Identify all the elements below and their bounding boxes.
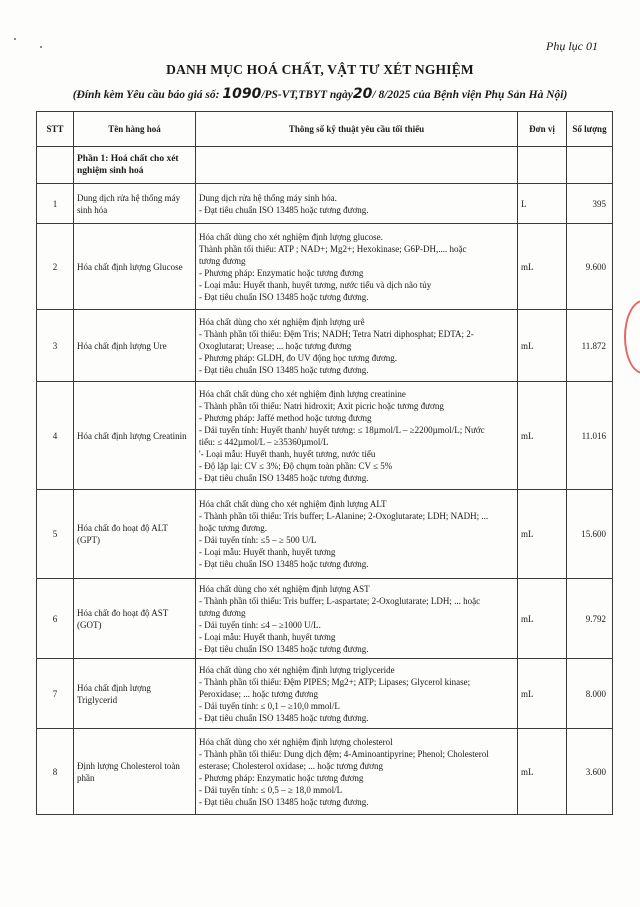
spec-line: - Đạt tiêu chuẩn ISO 13485 hoặc tương đương. bbox=[199, 472, 369, 483]
row-stt: 2 bbox=[37, 224, 74, 310]
document-title: DANH MỤC HOÁ CHẤT, VẬT TƯ XÉT NGHIỆM bbox=[166, 62, 474, 77]
spec-line: Hóa chất dùng cho xét nghiệm định lượng glucose. bbox=[199, 231, 383, 242]
row-stt: 6 bbox=[37, 579, 74, 659]
spec-line: - Thành phần tối thiểu: Tris buffer; L-aspartate; 2-Oxoglutarate; LDH; ... hoặc bbox=[199, 595, 481, 606]
spec-line: tương đương bbox=[199, 255, 246, 266]
table-row bbox=[37, 382, 613, 490]
row-name: Dung dịch rửa hệ thống máy sinh hóa bbox=[74, 184, 196, 224]
items-table bbox=[36, 111, 613, 815]
handwritten-day: 20 bbox=[352, 86, 373, 102]
col-header-unit: Đơn vị bbox=[518, 112, 567, 147]
row-unit: mL bbox=[518, 579, 567, 659]
row-qty: 3.600 bbox=[567, 729, 613, 815]
spec-line: - Đạt tiêu chuẩn ISO 13485 hoặc tương đương. bbox=[199, 291, 369, 302]
spec-line: - Loại mẫu: Huyết thanh, huyết tương, nước tiểu và dịch não tủy bbox=[199, 279, 432, 290]
spec-line: Oxoglutarat; Urease; ... hoặc tương đương bbox=[199, 340, 352, 351]
section-title: Phần 1: Hoá chất cho xét nghiệm sinh hoá bbox=[74, 147, 196, 184]
table-row bbox=[37, 184, 613, 224]
row-name: Hóa chất đo hoạt độ AST (GOT) bbox=[74, 579, 196, 659]
spec-line: - Thành phần tối thiểu: Dung dịch đệm; 4-Aminoantipyrine; Phenol; Cholesterol bbox=[199, 748, 489, 759]
scan-speck bbox=[40, 46, 42, 48]
spec-line: tương đương bbox=[199, 607, 246, 618]
row-spec bbox=[196, 224, 518, 310]
row-unit: mL bbox=[518, 224, 567, 310]
spec-line: Hóa chất dùng cho xét nghiệm định lượng AST bbox=[199, 583, 370, 594]
row-unit: mL bbox=[518, 310, 567, 382]
row-stt: 8 bbox=[37, 729, 74, 815]
spec-line: Hóa chất dùng cho xét nghiệm định lượng cholesterol bbox=[199, 736, 393, 747]
row-unit: L bbox=[518, 184, 567, 224]
row-unit: mL bbox=[518, 729, 567, 815]
spec-line: - Thành phần tối thiểu: Đệm Tris; NADH; Tetra Natri diphosphat; EDTA; 2- bbox=[199, 328, 474, 339]
row-spec bbox=[196, 184, 518, 224]
row-unit: mL bbox=[518, 490, 567, 579]
row-name: Hóa chất đo hoạt độ ALT (GPT) bbox=[74, 490, 196, 579]
row-name: Định lượng Cholesterol toàn phần bbox=[74, 729, 196, 815]
appendix-label: Phụ lục 01 bbox=[546, 39, 598, 53]
row-spec bbox=[196, 659, 518, 729]
row-name: Hóa chất định lượng Glucose bbox=[74, 224, 196, 310]
spec-line: - Dải tuyến tính: ≤5 – ≥ 500 U/L bbox=[199, 535, 317, 545]
spec-line: - Đạt tiêu chuẩn ISO 13485 hoặc tương đương. bbox=[199, 643, 369, 654]
table-row bbox=[37, 729, 613, 815]
col-header-qty: Số lượng bbox=[567, 112, 613, 147]
row-unit: mL bbox=[518, 659, 567, 729]
row-stt: 1 bbox=[37, 184, 74, 224]
col-header-name: Tên hàng hoá bbox=[74, 112, 196, 147]
subtitle-mid: /PS-VT,TBYT ngày bbox=[261, 89, 353, 101]
spec-line: Dung dịch rửa hệ thống máy sinh hóa. bbox=[199, 192, 337, 203]
red-seal-edge bbox=[624, 300, 640, 374]
spec-line: '- Loại mẫu: Huyết thanh, huyết tương, nước tiểu bbox=[199, 448, 376, 459]
spec-line: - Thành phần tối thiểu: Tris buffer; L-Alanine; 2-Oxoglutarate; LDH; NADH; ... bbox=[199, 511, 489, 521]
spec-line: - Loại mẫu: Huyết thanh, huyết tương bbox=[199, 547, 336, 557]
spec-line: - Phương pháp: Enzymatic hoặc tương đương bbox=[199, 772, 364, 783]
spec-line: - Đạt tiêu chuẩn ISO 13485 hoặc tương đương. bbox=[199, 364, 369, 375]
spec-line: - Thành phần tối thiểu: Natri hidroxit; Axit picric hoặc tương đương bbox=[199, 400, 444, 411]
row-stt: 3 bbox=[37, 310, 74, 382]
spec-line: hoặc tương đương. bbox=[199, 523, 268, 533]
row-spec bbox=[196, 490, 518, 579]
row-qty: 11.872 bbox=[567, 310, 613, 382]
handwritten-doc-number: 1090 bbox=[222, 86, 262, 102]
row-spec bbox=[196, 310, 518, 382]
subtitle-prefix: (Đính kèm Yêu cầu báo giá số: bbox=[72, 89, 223, 101]
spec-line: Thành phần tối thiểu: ATP ; NAD+; Mg2+; Hexokinase; G6P-DH,.... hoặc bbox=[199, 243, 467, 254]
spec-line: Hóa chất dùng cho xét nghiệm định lượng urê bbox=[199, 316, 365, 327]
row-spec bbox=[196, 382, 518, 490]
spec-line: tiểu: ≤ 442µmol/L – ≥35360µmol/L bbox=[199, 436, 329, 447]
row-qty: 395 bbox=[567, 184, 613, 224]
table-row bbox=[37, 579, 613, 659]
row-qty: 8.000 bbox=[567, 659, 613, 729]
spec-line: - Đạt tiêu chuẩn ISO 13485 hoặc tương đương. bbox=[199, 712, 369, 723]
scan-speck bbox=[14, 38, 16, 40]
spec-line: - Phương pháp: Enzymatic hoặc tương đương bbox=[199, 267, 364, 278]
spec-line: esterase; Cholesterol oxidase; ... hoặc tương đương bbox=[199, 760, 383, 771]
spec-line: - Dải tuyến tính: ≤ 0,5 – ≥ 18,0 mmol/L bbox=[199, 784, 343, 795]
spec-line: - Dải tuyến tính: ≤4 – ≥1000 U/L. bbox=[199, 619, 321, 630]
spec-line: - Thành phần tối thiểu: Đệm PIPES; Mg2+; ATP; Lipases; Glycerol kinase; bbox=[199, 676, 471, 687]
row-stt: 4 bbox=[37, 382, 74, 490]
row-name: Hóa chất định lượng Ure bbox=[74, 310, 196, 382]
col-header-spec: Thông số kỹ thuật yêu cầu tối thiểu bbox=[196, 112, 518, 147]
spec-line: - Đạt tiêu chuẩn ISO 13485 hoặc tương đương. bbox=[199, 204, 369, 215]
row-qty: 15.600 bbox=[567, 490, 613, 579]
spec-line: - Loại mẫu: Huyết thanh, huyết tương bbox=[199, 631, 336, 642]
spec-line: Hóa chất dùng cho xét nghiệm định lượng triglyceride bbox=[199, 664, 395, 675]
spec-line: - Đạt tiêu chuẩn ISO 13485 hoặc tương đương. bbox=[199, 559, 369, 569]
spec-line: Hóa chất chất dùng cho xét nghiệm định lượng creatinine bbox=[199, 388, 406, 399]
row-spec bbox=[196, 729, 518, 815]
spec-line: Peroxidase; ... hoặc tương đương bbox=[199, 688, 319, 699]
row-spec bbox=[196, 579, 518, 659]
spec-line: - Phương pháp: Jaffé method hoặc tương đương bbox=[199, 412, 372, 423]
col-header-stt: STT bbox=[37, 112, 74, 147]
row-qty: 9.600 bbox=[567, 224, 613, 310]
table-header-row bbox=[37, 112, 613, 147]
row-unit: mL bbox=[518, 382, 567, 490]
section-row bbox=[37, 147, 613, 184]
spec-line: - Phương pháp: GLDH, đo UV động học tương đương. bbox=[199, 352, 397, 363]
spec-line: - Dải tuyến tính: ≤ 0,1 – ≥10,0 mmol/L bbox=[199, 700, 340, 711]
document-subtitle bbox=[0, 86, 640, 102]
row-name: Hóa chất định lượng Triglycerid bbox=[74, 659, 196, 729]
row-qty: 9.792 bbox=[567, 579, 613, 659]
subtitle-suffix: / 8/2025 của Bệnh viện Phụ Sản Hà Nội) bbox=[372, 89, 568, 101]
row-stt: 5 bbox=[37, 490, 74, 579]
table-row bbox=[37, 659, 613, 729]
spec-line: - Độ lặp lại: CV ≤ 3%; Độ chụm toàn phần: CV ≤ 5% bbox=[199, 460, 393, 471]
row-qty: 11.016 bbox=[567, 382, 613, 490]
row-name: Hóa chất định lượng Creatinin bbox=[74, 382, 196, 490]
table-row bbox=[37, 310, 613, 382]
row-stt: 7 bbox=[37, 659, 74, 729]
spec-line: - Dải tuyến tính: Huyết thanh/ huyết tương: ≤ 18µmol/L – ≥2200µmol/L; Nước bbox=[199, 424, 485, 435]
spec-line: - Đạt tiêu chuẩn ISO 13485 hoặc tương đương. bbox=[199, 796, 369, 807]
table-row bbox=[37, 490, 613, 579]
spec-line: Hóa chất chất dùng cho xét nghiệm định lượng ALT bbox=[199, 499, 387, 509]
table-row bbox=[37, 224, 613, 310]
